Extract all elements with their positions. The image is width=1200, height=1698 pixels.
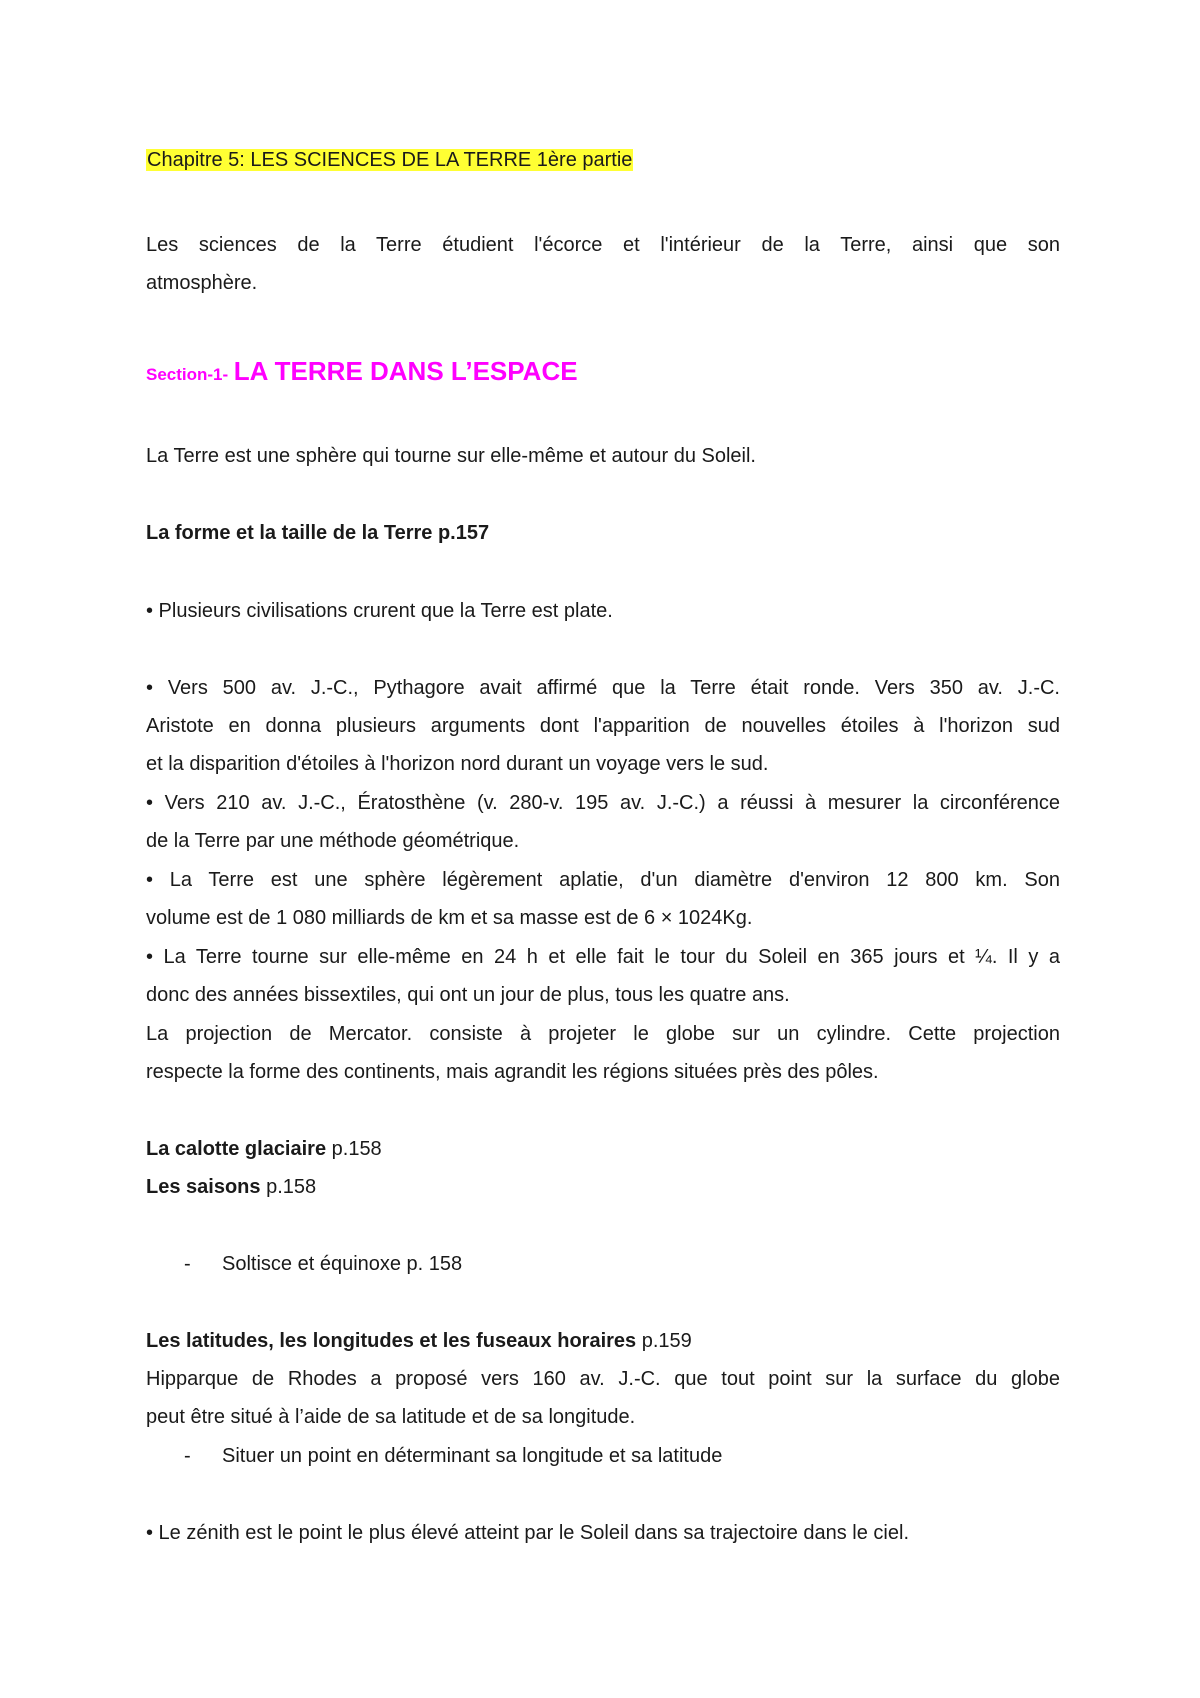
bullet-pythagore-line-1: • Vers 500 av. J.-C., Pythagore avait affirmé que la Terre était ronde. Vers 350 av. J.-C. [146, 677, 1060, 699]
chapter-title-line [146, 141, 633, 179]
saisons-item-text: Soltisce et équinoxe p. 158 [222, 1253, 463, 1275]
saisons-page: p.158 [260, 1176, 317, 1198]
bullet-flat-earth: • Plusieurs civilisations crurent que la Terre est plate. [146, 600, 613, 622]
latitudes-list-item [146, 1437, 722, 1475]
mercator-line-1: La projection de Mercator. consiste à projeter le globe sur un cylindre. Cette projection [146, 1023, 1060, 1045]
bullet-pythagore-line-3: et la disparition d'étoiles à l'horizon nord durant un voyage vers le sud. [146, 753, 769, 775]
hipparque-line-2: peut être situé à l’aide de sa latitude et de sa longitude. [146, 1406, 636, 1428]
calotte-heading [146, 1130, 382, 1168]
bullet-rotation-line-1: • La Terre tourne sur elle-même en 24 h et elle fait le tour du Soleil en 365 jours et ¼. Il y a [146, 946, 1060, 968]
sphere-sentence: La Terre est une sphère qui tourne sur elle-même et autour du Soleil. [146, 445, 756, 467]
bullet-pythagore-line-2: Aristote en donna plusieurs arguments dont l'apparition de nouvelles étoiles à l'horizon sud [146, 715, 1060, 737]
saisons-list-item [146, 1245, 462, 1283]
bullet-rotation-line-2: donc des années bissextiles, qui ont un jour de plus, tous les quatre ans. [146, 984, 790, 1006]
mercator-line-2: respecte la forme des continents, mais agrandit les régions situées près des pôles. [146, 1061, 879, 1083]
latitudes-item-text: Situer un point en déterminant sa longitude et sa latitude [222, 1445, 723, 1467]
list-dash: - [184, 1253, 191, 1275]
intro-line-1: Les sciences de la Terre étudient l'écorce et l'intérieur de la Terre, ainsi que son [146, 234, 1060, 256]
intro-line-2: atmosphère. [146, 272, 258, 294]
list-dash: - [184, 1445, 191, 1467]
section-heading [146, 352, 578, 394]
forme-heading: La forme et la taille de la Terre p.157 [146, 522, 490, 544]
bullet-sphere-line-2: volume est de 1 080 milliards de km et sa masse est de 6 × 1024Kg. [146, 907, 753, 929]
latitudes-heading [146, 1322, 692, 1360]
saisons-heading [146, 1168, 316, 1206]
bullet-eratosthene-line-1: • Vers 210 av. J.-C., Ératosthène (v. 280-v. 195 av. J.-C.) a réussi à mesurer la circonférence [146, 792, 1060, 814]
latitudes-label: Les latitudes, les longitudes et les fuseaux horaires [146, 1330, 637, 1352]
latitudes-page: p.159 [636, 1330, 692, 1352]
calotte-label: La calotte glaciaire [146, 1138, 327, 1160]
zenith-bullet: • Le zénith est le point le plus élevé atteint par le Soleil dans sa trajectoire dans le ciel. [146, 1522, 909, 1544]
calotte-page: p.158 [326, 1138, 382, 1160]
hipparque-line-1: Hipparque de Rhodes a proposé vers 160 av. J.-C. que tout point sur la surface du globe [146, 1368, 1060, 1390]
bullet-eratosthene-line-2: de la Terre par une méthode géométrique. [146, 830, 520, 852]
bullet-sphere-line-1: • La Terre est une sphère légèrement aplatie, d'un diamètre d'environ 12 800 km. Son [146, 869, 1060, 891]
section-title: LA TERRE DANS L’ESPACE [233, 356, 578, 386]
section-prefix: Section-1- [146, 365, 229, 384]
chapter-title: Chapitre 5: LES SCIENCES DE LA TERRE 1ère partie [147, 149, 633, 171]
saisons-label: Les saisons [146, 1176, 261, 1198]
